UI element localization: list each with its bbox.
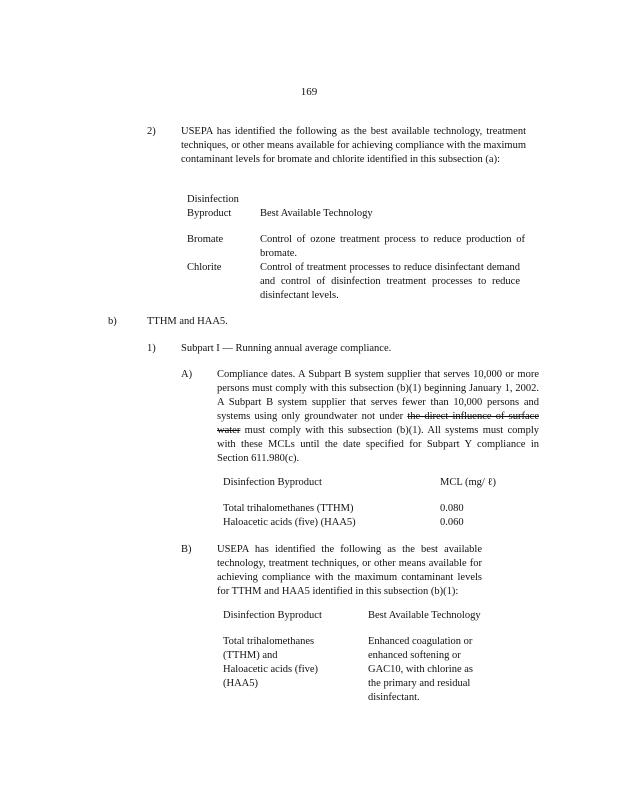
table2-row1-byproduct: Total trihalomethanes (TTHM) — [223, 503, 354, 514]
item-2-marker: 2) — [147, 126, 156, 137]
item-B-marker: B) — [181, 544, 192, 555]
table3-byproduct-line1: Total trihalomethanes — [223, 636, 315, 647]
item-2-paragraph: USEPA has identified the following as the best available technology, treatment techniques, or other means available for achieving compliance with the maximum contaminant levels for bromate and chlorite identified in this subsection (a): — [181, 126, 526, 165]
table2-row1-mcl: 0.080 — [440, 503, 464, 514]
item-A-struck-text: the direct influence of surface water — [217, 411, 539, 436]
table3-technology-line3: GAC10, with chlorine as — [368, 664, 473, 675]
table3-header-col1: Disinfection Byproduct — [223, 610, 322, 621]
table2-header-col1: Disinfection Byproduct — [223, 477, 322, 488]
table1-header-col1-line1: Disinfection — [187, 194, 239, 205]
table3-technology-line4: the primary and residual — [368, 678, 471, 689]
table1-row1-byproduct: Bromate — [187, 234, 224, 245]
table3-technology-line5: disinfectant. — [368, 692, 420, 703]
item-A-text-part2: must comply with this subsection (b)(1). All systems must comply with these MCLs until the date specified for Subpart Y compliance in Section 611.980(c). — [217, 425, 539, 464]
table2-row2-byproduct: Haloacetic acids (five) (HAA5) — [223, 517, 356, 528]
table3-byproduct-line3: Haloacetic acids (five) — [223, 664, 319, 675]
table1-row2-technology: Control of treatment processes to reduce disinfectant demand and control of disinfection treatment processes to reduce disinfectant levels. — [260, 262, 520, 301]
item-1-marker: 1) — [147, 343, 156, 354]
item-B-paragraph: USEPA has identified the following as the best available technology, treatment techniques, or other means available for achieving compliance with the maximum contaminant levels for TTHM and HAA5 identified in this subsection (b)(1): — [217, 544, 482, 597]
table1-row2-byproduct: Chlorite — [187, 262, 222, 273]
item-A-text-part1: Compliance dates. A Subpart B system supplier that serves 10,000 or more persons must comply with this subsection (b)(1) beginning January 1, 2002. A Subpart B system supplier that serves fewer than 10,000 persons and systems using only groundwater not under — [217, 369, 539, 422]
table2-header-col2: MCL (mg/ ℓ) — [440, 477, 496, 488]
table2-row2-mcl: 0.060 — [440, 517, 464, 528]
table1-row1-technology: Control of ozone treatment process to reduce production of bromate. — [260, 234, 525, 259]
table1-header-col1-line2: Byproduct — [187, 208, 232, 219]
item-A-marker: A) — [181, 369, 193, 380]
table3-header-col2: Best Available Technology — [368, 610, 481, 621]
table3-byproduct-line2: (TTHM) and — [223, 650, 278, 661]
table3-technology-line1: Enhanced coagulation or — [368, 636, 473, 647]
page-number: 169 — [300, 86, 318, 98]
item-A-paragraph — [217, 368, 539, 466]
table3-byproduct-line4: (HAA5) — [223, 678, 258, 689]
table1-header-col2: Best Available Technology — [260, 208, 373, 219]
table3-technology-line2: enhanced softening or — [368, 650, 461, 661]
section-b-marker: b) — [108, 316, 117, 327]
section-b-title: TTHM and HAA5. — [147, 316, 228, 327]
item-1-title: Subpart I — Running annual average compliance. — [181, 343, 392, 354]
